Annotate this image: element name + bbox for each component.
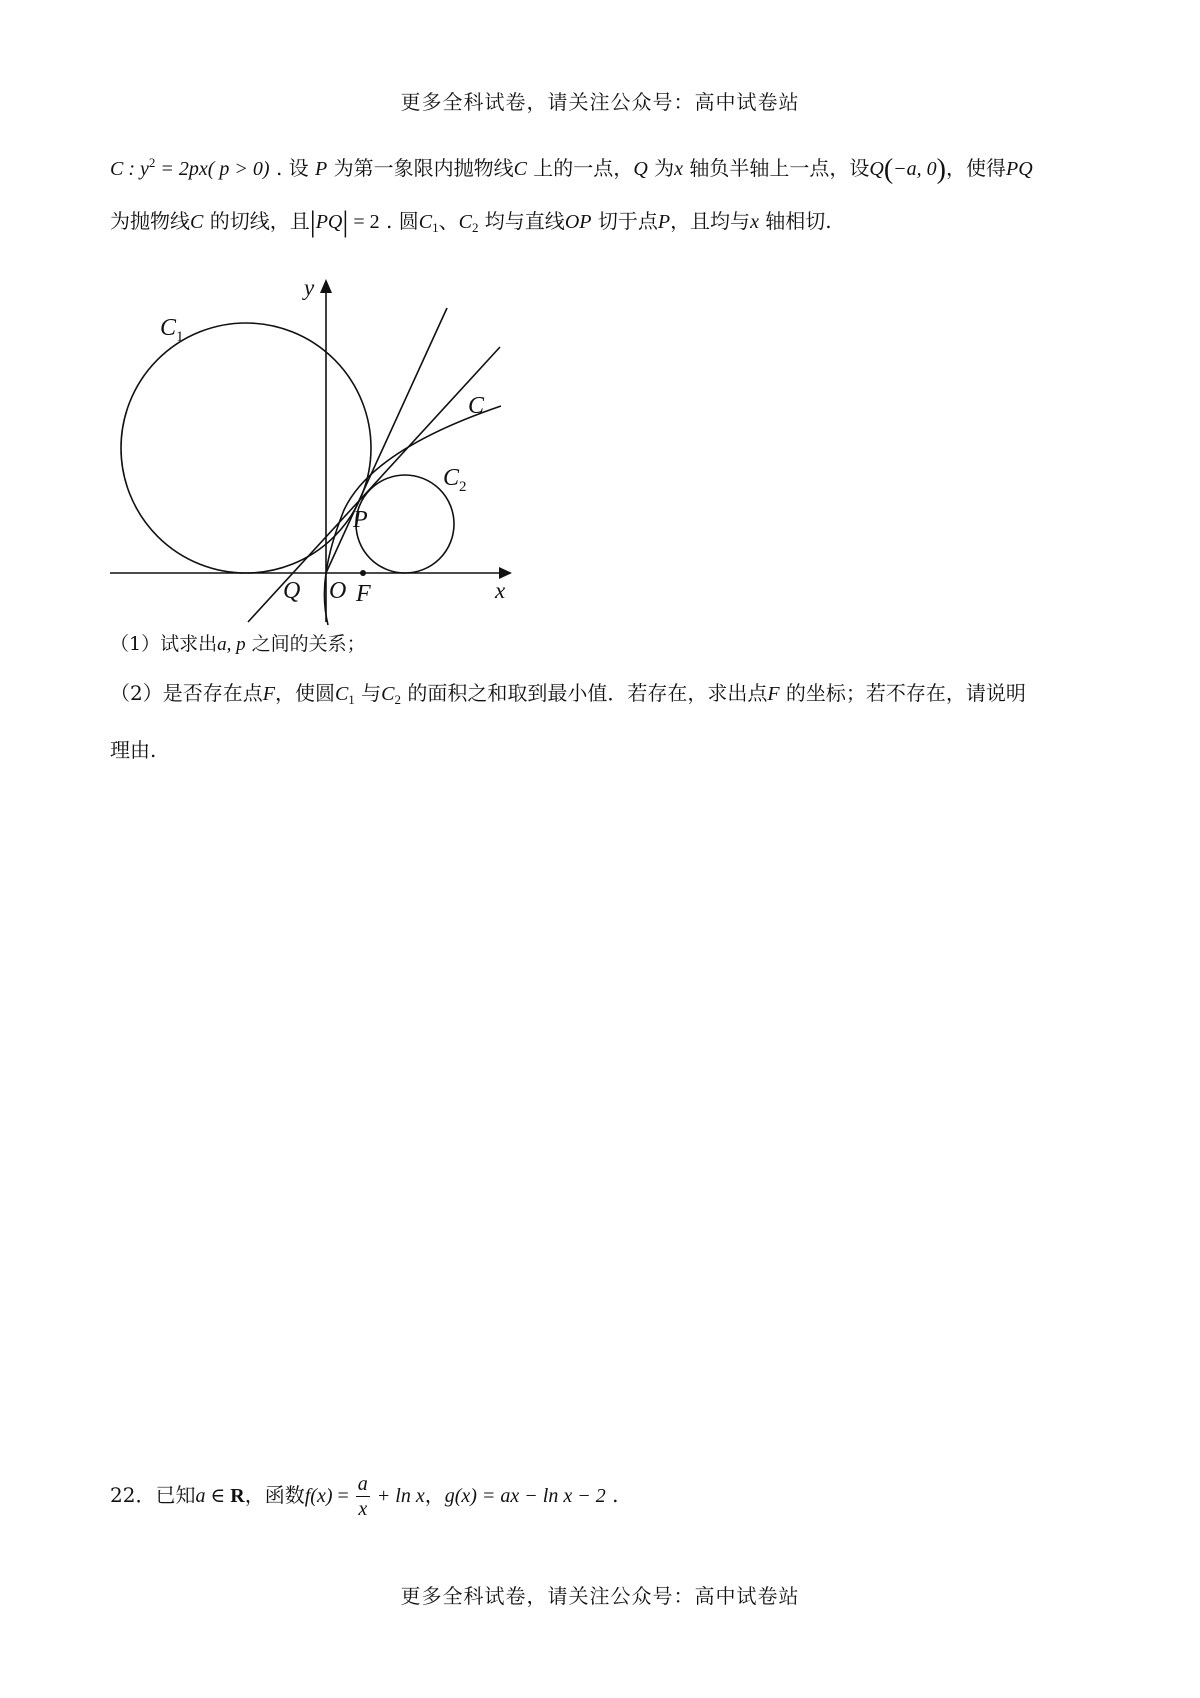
paren-right: ) — [936, 154, 946, 185]
problem-line-1 — [110, 148, 1033, 185]
focus-point-f — [360, 570, 366, 576]
circle-c1 — [121, 323, 371, 573]
label-c1-letter: C — [160, 315, 177, 341]
text: 上的一点， — [526, 156, 634, 180]
fraction-numerator: a — [357, 1473, 368, 1495]
math-f: f — [304, 1485, 311, 1507]
part-number: （1） — [110, 633, 161, 655]
label-c2 — [443, 465, 467, 495]
paren-left: ( — [883, 154, 894, 185]
math-pq: PQ — [315, 211, 343, 233]
label-o: O — [329, 578, 347, 604]
geometry-figure — [100, 268, 520, 628]
text: 为第一象限内抛物线 — [327, 156, 514, 180]
subscript: 2 — [394, 692, 401, 707]
math-f: F — [767, 683, 780, 705]
subscript: 1 — [432, 220, 439, 235]
math-vars: a, p — [217, 634, 246, 655]
label-y: y — [304, 275, 315, 300]
text: 轴负半轴上一点，设 — [683, 156, 870, 180]
text: 是否存在点 — [162, 681, 263, 705]
math-c1: C — [334, 683, 349, 705]
math-point-coords: −a, 0 — [893, 158, 937, 180]
label-q: Q — [283, 578, 301, 604]
math-c: C — [190, 211, 204, 233]
math-eq-2: = 2 — [348, 211, 380, 233]
math-c: C — [110, 158, 124, 180]
line-op — [326, 308, 447, 573]
label-c2-letter: C — [443, 465, 460, 491]
text: 试求出 — [160, 633, 218, 655]
text: ，使圆 — [274, 681, 335, 705]
label-f: F — [356, 581, 371, 607]
problem-number: 22．已知 — [110, 1483, 196, 1507]
label-p: P — [353, 507, 368, 533]
part-2 — [110, 678, 1026, 715]
text: ，函数 — [244, 1483, 305, 1507]
math-pq: PQ — [1005, 158, 1033, 180]
math-g: g — [444, 1485, 455, 1507]
math-eq: = — [332, 1485, 354, 1507]
fraction-denominator: x — [358, 1498, 368, 1520]
label-c1 — [160, 315, 184, 345]
text: 切于点 — [591, 209, 658, 233]
text: . — [605, 1483, 619, 1507]
math-q: Q — [869, 158, 884, 180]
math-q: Q — [633, 158, 648, 180]
circle-c2 — [356, 475, 454, 573]
text: 的切线，且 — [203, 209, 310, 233]
label-x: x — [495, 578, 506, 603]
text: . 设 — [269, 156, 316, 180]
y-axis-arrow — [320, 279, 332, 293]
part-2-continuation: 理由. — [110, 738, 157, 762]
text: 与 — [354, 681, 382, 705]
text: 的坐标；若不存在，请说明 — [779, 681, 1026, 705]
math-in: ∈ — [205, 1485, 231, 1507]
subscript: 2 — [471, 220, 479, 235]
text: 轴相切. — [758, 209, 832, 233]
text: ，使得 — [945, 156, 1006, 180]
text: 均与直线 — [478, 209, 565, 233]
math-reals: R — [230, 1485, 245, 1507]
subscript: 1 — [348, 692, 355, 707]
label-c1-sub: 1 — [176, 329, 184, 345]
text: 的面积之和取到最小值．若存在，求出点 — [401, 681, 768, 705]
math-a: a — [195, 1485, 206, 1507]
text: 为抛物线 — [110, 209, 190, 233]
part-1 — [110, 629, 366, 660]
text: 之间的关系； — [245, 633, 366, 655]
label-c: C — [468, 393, 485, 419]
math-parabola-rest: = 2px( p > 0) — [155, 158, 270, 180]
math-x: x — [750, 211, 759, 233]
math-c2: C — [458, 211, 472, 233]
text: ， — [424, 1483, 445, 1507]
label-c2-sub: 2 — [459, 479, 467, 495]
problem-22 — [110, 1470, 618, 1521]
text: 、 — [438, 209, 459, 233]
math-p: P — [657, 211, 671, 233]
page-footer: 更多全科试卷，请关注公众号：高中试卷站 — [400, 1584, 800, 1608]
math-c1: C — [418, 211, 433, 233]
abs-bar: | — [342, 205, 349, 238]
fraction — [356, 1472, 370, 1521]
page-header: 更多全科试卷，请关注公众号：高中试卷站 — [400, 90, 800, 114]
math-g-def: = ax − ln x − 2 — [476, 1485, 606, 1507]
part-number: （2） — [110, 681, 163, 705]
math-op: OP — [564, 211, 592, 233]
abs-bar: | — [309, 205, 316, 238]
math-ln-term: + ln x — [371, 1485, 425, 1507]
math-fx: (x) — [310, 1485, 333, 1507]
text: . 圆 — [379, 209, 419, 233]
math-p: P — [315, 158, 328, 180]
math-x: x — [674, 158, 684, 180]
math-c: C — [513, 158, 527, 180]
math-f: F — [262, 683, 275, 705]
text: ，且均与 — [670, 209, 751, 233]
problem-line-2 — [110, 206, 832, 243]
math-c2: C — [381, 683, 395, 705]
math-exponent: 2 — [148, 155, 156, 170]
text: 为 — [647, 156, 675, 180]
math-gx: (x) — [454, 1485, 477, 1507]
math-colon-y: : y — [123, 158, 149, 180]
